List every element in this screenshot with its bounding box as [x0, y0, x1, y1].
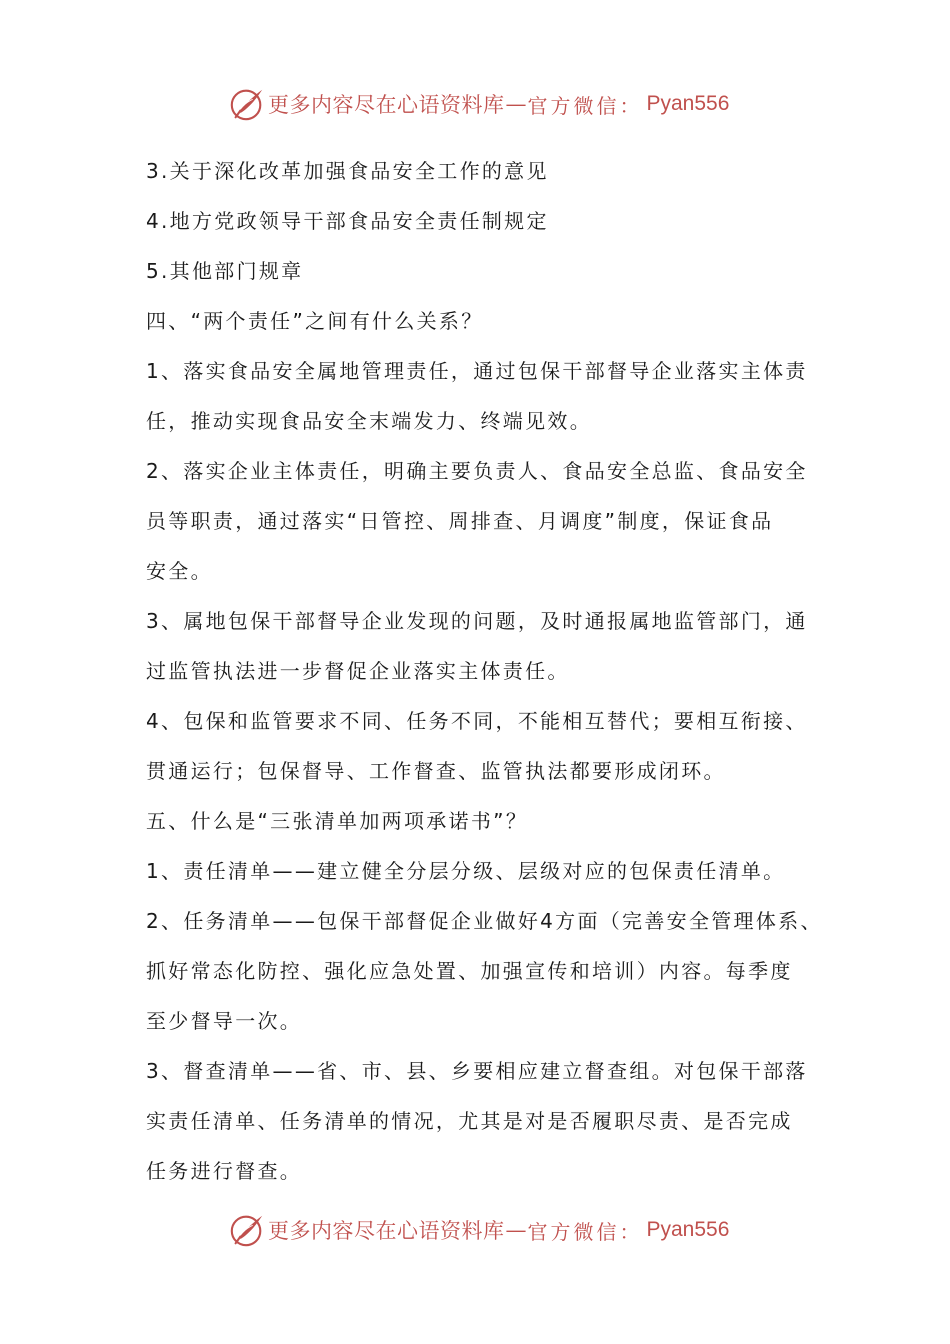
text-line: 实责任清单、任务清单的情况，尤其是对是否履职尽责、是否完成	[146, 1109, 793, 1133]
text-line: 任，推动实现食品安全末端发力、终端见效。	[146, 409, 592, 433]
text-line: 至少督导一次。	[146, 1009, 303, 1033]
footer-banner	[228, 1210, 729, 1250]
text-line: 2、任务清单——包保干部督促企业做好4方面（完善安全管理体系、	[146, 909, 823, 933]
text-line: 4.地方党政领导干部食品安全责任制规定	[146, 209, 549, 233]
section-heading: 五、什么是“三张清单加两项承诺书”？	[146, 809, 529, 833]
text-line: 任务进行督查。	[146, 1159, 303, 1183]
quill-logo-icon	[228, 85, 266, 123]
text-line: 员等职责，通过落实“日管控、周排查、月调度”制度，保证食品	[146, 509, 774, 533]
text-line: 4、包保和监管要求不同、任务不同，不能相互替代；要相互衔接、	[146, 709, 808, 733]
text-line: 1、责任清单——建立健全分层分级、层级对应的包保责任清单。	[146, 859, 786, 883]
footer-dash: —	[505, 1218, 527, 1242]
text-line: 抓好常态化防控、强化应急处置、加强宣传和培训）内容。每季度	[146, 959, 793, 983]
text-line: 3、属地包保干部督导企业发现的问题，及时通报属地监管部门，通	[146, 609, 808, 633]
header-wechat-label: 官方微信：	[527, 93, 643, 118]
header-brand-text: 更多内容尽在心语资料库	[268, 93, 505, 117]
header-dash: —	[505, 92, 527, 116]
text-line: 2、落实企业主体责任，明确主要负责人、食品安全总监、食品安全	[146, 459, 808, 483]
quill-logo-icon	[228, 1211, 266, 1249]
text-line: 3.关于深化改革加强食品安全工作的意见	[146, 159, 549, 183]
header-banner	[228, 84, 729, 124]
text-line: 5.其他部门规章	[146, 259, 304, 283]
text-line: 安全。	[146, 559, 213, 583]
footer-brand-text: 更多内容尽在心语资料库	[268, 1219, 505, 1243]
text-line: 过监管执法进一步督促企业落实主体责任。	[146, 659, 570, 683]
footer-wechat-label: 官方微信：	[527, 1219, 643, 1244]
footer-wechat-id: Pyan556	[646, 1218, 730, 1241]
text-line: 1、落实食品安全属地管理责任，通过包保干部督导企业落实主体责	[146, 359, 808, 383]
document-body	[146, 146, 836, 1196]
section-heading: 四、“两个责任”之间有什么关系？	[146, 309, 484, 333]
text-line: 贯通运行；包保督导、工作督查、监管执法都要形成闭环。	[146, 759, 726, 783]
text-line: 3、督查清单——省、市、县、乡要相应建立督查组。对包保干部落	[146, 1059, 808, 1083]
header-wechat-id: Pyan556	[646, 92, 730, 115]
